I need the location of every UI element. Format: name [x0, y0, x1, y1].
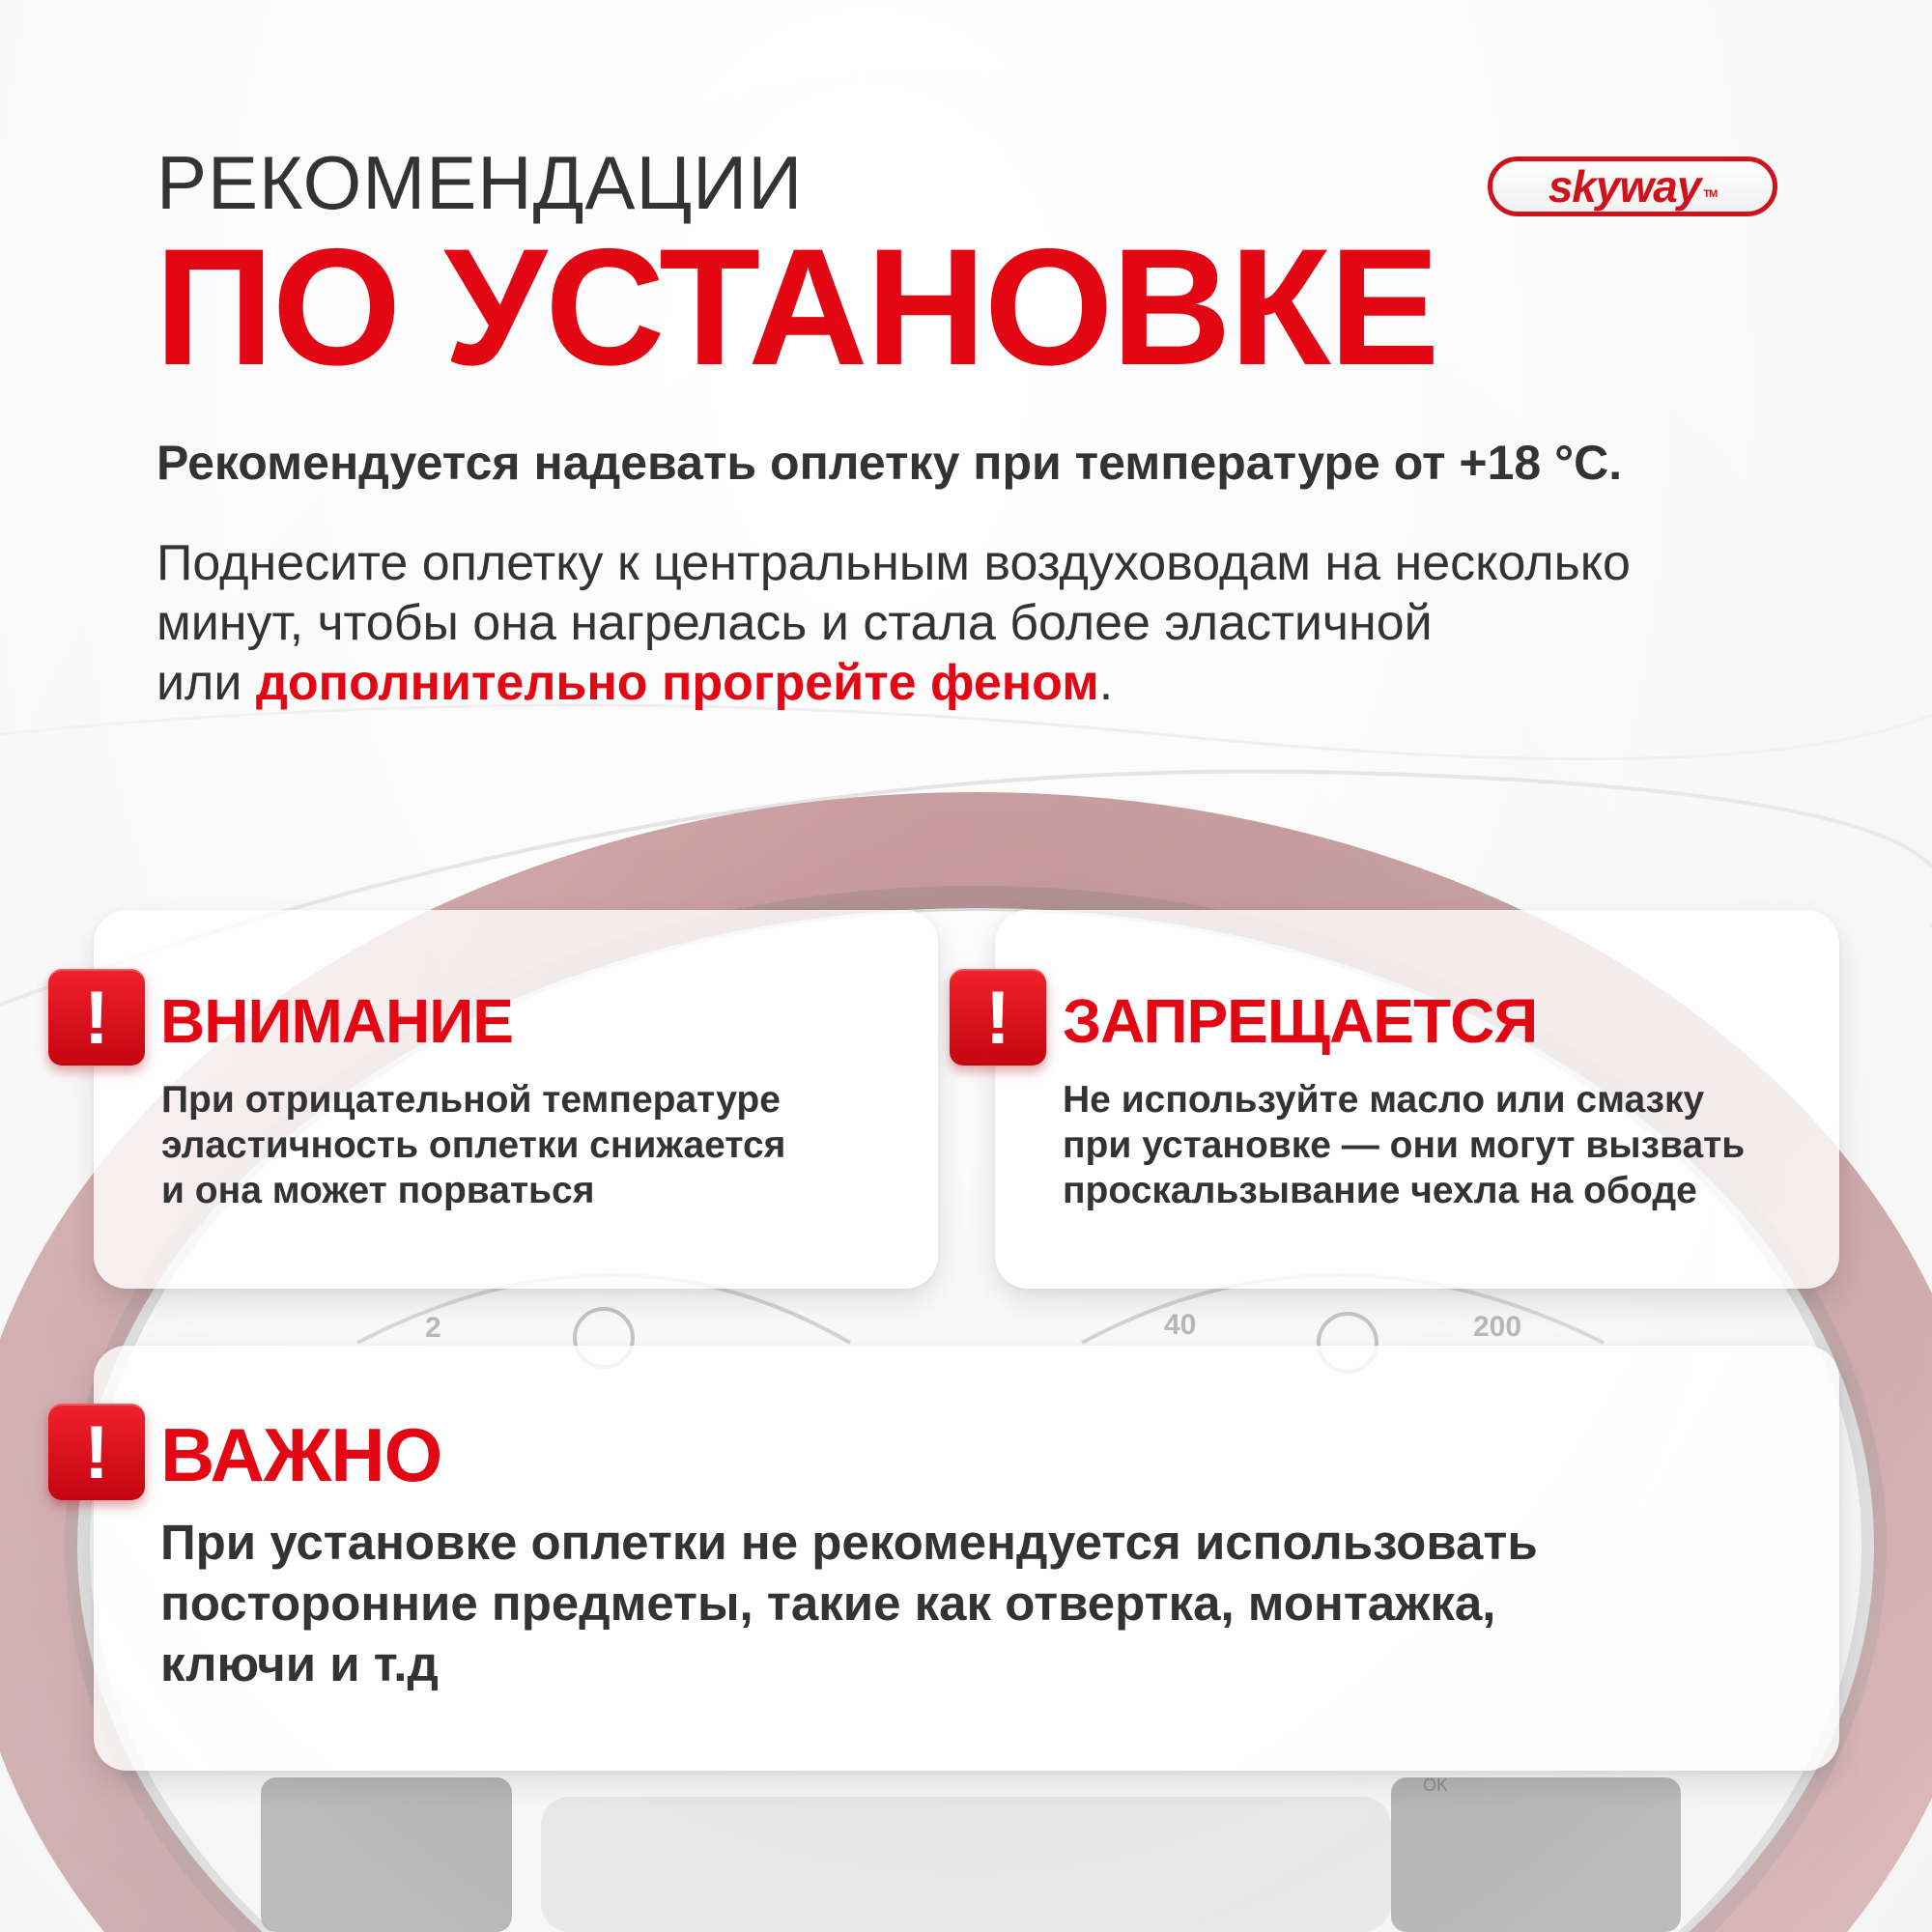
important-text-line-3: ключи и т.д [160, 1636, 439, 1691]
warning-title: ВНИМАНИЕ [160, 986, 513, 1056]
instructions-line-3-prefix: или [156, 655, 256, 711]
instructions-line-1: Поднесите оплетку к центральным воздуховодам на несколько [156, 535, 1631, 591]
logo-text: skyway [1548, 161, 1701, 212]
warning-text-line-2: эластичность оплетки снижается [161, 1124, 786, 1166]
instructions-suffix: . [1098, 655, 1114, 711]
forbidden-text-line-1: Не используйте масло или смазку [1063, 1079, 1705, 1121]
exclamation-icon: ! [48, 969, 145, 1065]
important-text-line-2: посторонние предметы, такие как отвертка, монтажка, [160, 1576, 1496, 1631]
exclamation-icon: ! [48, 1404, 145, 1500]
warning-text-line-1: При отрицательной температуре [161, 1079, 781, 1121]
exclamation-icon: ! [950, 969, 1046, 1065]
temperature-recommendation: Рекомендуется надевать оплетку при температуре от +18 °C. [156, 436, 1623, 490]
wheel-button-ok-label: OK [1423, 1776, 1449, 1795]
forbidden-title: ЗАПРЕЩАЕТСЯ [1063, 986, 1538, 1056]
gauge-label-mid: 40 [1164, 1309, 1197, 1341]
warning-text [161, 1077, 895, 1213]
forbidden-text-line-3: проскальзывание чехла на ободе [1063, 1170, 1697, 1211]
heating-instructions [156, 533, 1818, 713]
important-text [160, 1512, 1803, 1694]
forbidden-text [1063, 1077, 1816, 1213]
gauge-label-right: 200 [1473, 1311, 1522, 1343]
page-title: ПО УСТАНОВКЕ [155, 214, 1438, 400]
title-top: РЕКОМЕНДАЦИИ [156, 140, 804, 225]
instructions-highlight: дополнительно прогрейте феном [255, 655, 1099, 711]
gauge-label-left: 2 [425, 1312, 441, 1344]
warning-text-line-3: и она может порваться [161, 1170, 595, 1211]
skyway-logo [1488, 156, 1777, 216]
important-text-line-1: При установке оплетки не рекомендуется использовать [160, 1515, 1538, 1570]
forbidden-text-line-2: при установке — они могут вызвать [1063, 1124, 1746, 1166]
instructions-line-2: минут, чтобы она нагрелась и стала более эластичной [156, 595, 1433, 651]
logo-trademark: TM [1703, 188, 1718, 200]
important-title: ВАЖНО [160, 1412, 442, 1497]
